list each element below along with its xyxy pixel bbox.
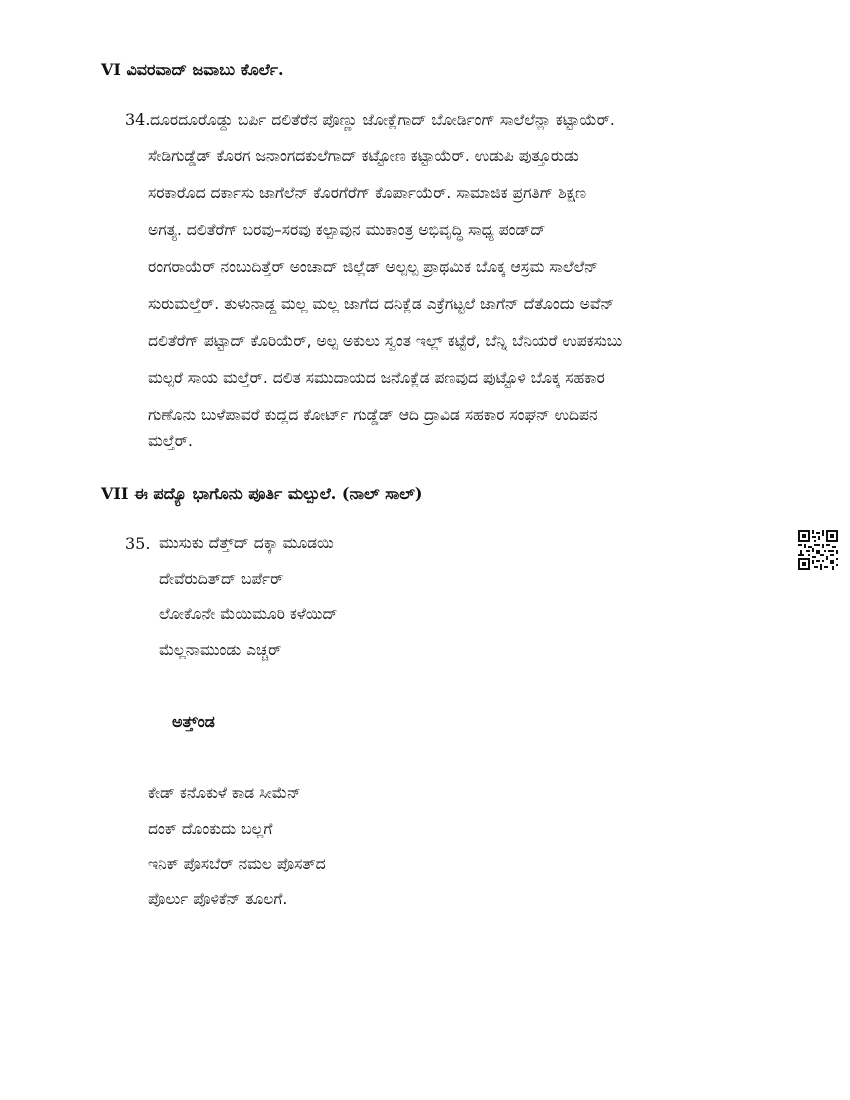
poem-line: ಮುಸುಕು ದೆತ್ತ್‌ದ್ ದಕ್ಕಾ ಮೂಡಯಿ xyxy=(159,534,334,552)
poem-line: ದಂಕ್ ದೊಂಕುದು ಬಲ್ಲಗೆ xyxy=(148,820,273,838)
poem-line: ಲೋಕೊನೇ ಮೆಯಿಮೂರಿ ಕಳೆಯಿದ್ xyxy=(159,605,338,623)
poem-line: ಮೆಲ್ಲನಾಮುಂಡು ಎಚ್ಚರ್ xyxy=(159,641,282,659)
paragraph-line: ಸರಕಾರೊದ ದರ್ಕಾಸು ಜಾಗೆಲೆನ್ ಕೊರಗೆರೆಗ್ ಕೊರ್ಪಾಯೆರ್. ಸಾಮಾಜಿಕ ಪ್ರಗತಿಗ್ ಶಿಕ್ಷಣ xyxy=(148,184,586,202)
section-7-heading: VII ಈ ಪದ್ಯೊ ಭಾಗೊನು ಪೂರ್ತಿ ಮಲ್ಪುಲೆ. (ನಾಲ್ ಸಾಲ್) xyxy=(101,484,423,503)
poem-line: ಇನಿಕ್ ಪೊಸಬೆರ್ ನಮಲ ಪೊಸತ್‌ದ xyxy=(148,855,326,873)
paragraph-line: ಸುರುಮಲ್ತೆರ್. ತುಳುನಾಡ್ದ ಮಲ್ಲ ಮಲ್ಲ ಜಾಗೆದ ದನಿಕ್ಲೆಡ ಎಕ್ರೆಗಟ್ಟಲೆ ಜಾಗೆನ್ ದೆತೊಂದು ಅವೆನ್ xyxy=(148,295,615,313)
paragraph-line: ದೂರದೂರೊಡ್ದು ಬರ್ಪಿ ದಲಿತೆರೆನ ಪೊಣ್ಣು ಜೋಕ್ಲೆಗಾದ್ ಬೋರ್ಡಿಂಗ್ ಸಾಲೆಲೆನ್ಲಾ ಕಟ್ಟಾಯೆರ್. xyxy=(150,111,615,129)
poem-subtitle: ಅತ್ತ್‌ಂಡ xyxy=(172,712,215,731)
poem-line: ಕೇಡ್ ಕನೊಕುಳೆ ಕಾಡ ಸೀಮೆನ್ xyxy=(148,784,301,802)
paragraph-line: ರಂಗರಾಯೆರ್ ನಂಬುದಿತ್ತೆರ್ ಅಂಚಾದ್ ಜಿಲ್ಲೆಡ್ ಅಲ್ಪಲ್ಪ ಪ್ರಾಥಮಿಕ ಬೊಕ್ಕ ಆಸ್ರಮ ಸಾಲೆಲೆನ್ xyxy=(148,258,598,276)
question-34-number: 34. xyxy=(125,110,151,129)
section-6-heading: VI ವಿವರವಾದ್ ಜವಾಬು ಕೊರ್ಲೆ. xyxy=(101,60,284,79)
paragraph-line: ಮಲ್ತೆರ್. xyxy=(148,432,193,450)
poem-line: ಪೊರ್ಲು ಪೊಳಿಕೆನ್ ತೂಲಗೆ. xyxy=(148,890,288,908)
paragraph-line: ಅಗತ್ಯ. ದಲಿತೆರೆಗ್ ಬರವು–ಸರವು ಕಲ್ಪಾವುನ ಮುಕಾಂತ್ರ ಅಭಿವೃದ್ಧಿ ಸಾಧ್ಯ ಪಂಡ್‌ದ್ xyxy=(148,221,546,239)
question-35-number: 35. xyxy=(125,534,151,553)
paragraph-line: ಗುಣೊನು ಬುಳೆಪಾವರೆ ಕುದ್ಲದ ಕೋರ್ಟ್ ಗುಡ್ಡೆಡ್ ಆದಿ ದ್ರಾವಿಡ ಸಹಕಾರ ಸಂಘನ್ ಉದಿಪನ xyxy=(148,406,598,424)
paragraph-line: ದಲಿತೆರೆಗ್ ಪಟ್ಟಾದ್ ಕೊರಿಯೆರ್, ಅಲ್ಪ ಅಕುಲು ಸ್ವಂತ ಇಲ್ಲ್ ಕಟ್ಟೆರೆ, ಬೆನ್ನಿ ಬೆನಿಯರೆ ಉಪಕಸುಬು xyxy=(148,332,623,350)
poem-line: ದೇವೆರುದಿತ್‌ದ್ ಬರ್ಪೆರ್ xyxy=(159,570,284,588)
paragraph-line: ಸೇಡಿಗುಡ್ಡೆಡ್ ಕೊರಗ ಜನಾಂಗದಕುಲೆಗಾದ್ ಕಟ್ಟೋಣ ಕಟ್ಟಾಯೆರ್. ಉಡುಪಿ ಪುತ್ತೂರುಡು xyxy=(148,147,579,165)
paragraph-line: ಮಲ್ಪರೆ ಸಾಯ ಮಲ್ತೆರ್. ದಲಿತ ಸಮುದಾಯದ ಜನೊಕ್ಲೆಡ ಪಣವುದ ಪುಟ್ಟೊಳಿ ಬೊಕ್ಕ ಸಹಕಾರ xyxy=(148,369,605,387)
qr-code-icon xyxy=(798,530,838,570)
